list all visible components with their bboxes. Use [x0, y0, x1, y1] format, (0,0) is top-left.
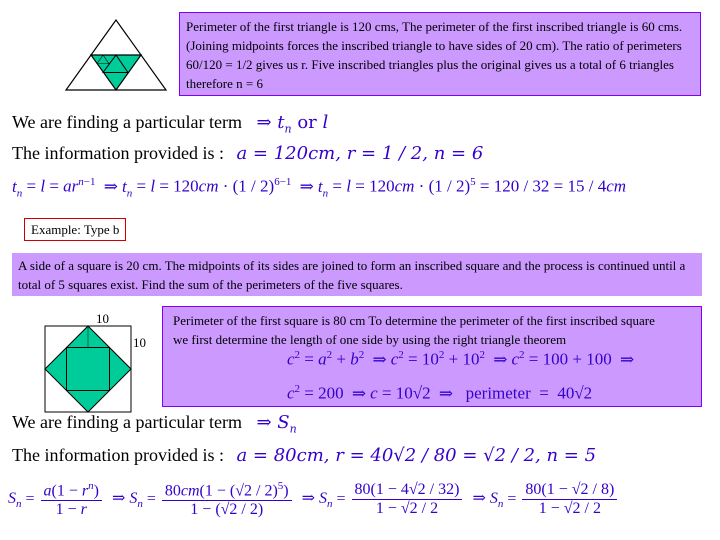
finding-term-text-2: We are finding a particular term [12, 412, 242, 432]
example-label-box [24, 218, 126, 241]
finding-term-line-2: We are finding a particular term ⇒ $S_n$ [12, 412, 297, 436]
info-provided-line-2: The information provided is : a = 80cm, r = 40√2 / 80 = √2 / 2, n = 5 [12, 445, 597, 466]
square-figure [44, 325, 132, 413]
square-eq-2: $c^2 = 200$ ⇒ c = 10√2 ⇒ perimeter = 40√2 [287, 383, 593, 403]
triangle-note-box [179, 12, 701, 96]
info-provided-text: The information provided is : [12, 143, 224, 163]
finding-term-line-1: We are finding a particular term ⇒ $t_n$ or l [12, 112, 329, 136]
info-provided-text-2: The information provided is : [12, 445, 224, 465]
square-label-top: 10 [96, 311, 109, 326]
square-problem-text: A side of a square is 20 cm. The midpoints of its sides are joined to form an inscribed square and the process is continued until a total of 5 squares exist. Find the sum of the perimeters of the five squares. [18, 258, 686, 292]
tn-formula: $t_n = l = ar^{n-1}$ ⇒ $t_n = l = 120cm \cdot (1 / 2)^{6-1}$ ⇒ $t_n = l = 120cm \cdot (1 / 2)^5 = 120 / 32 = 15 / 4cm$ [12, 176, 627, 200]
square-eq-1: $c^2 = a^2 + b^2$ ⇒ $c^2 = 10^2 + 10^2$ ⇒ $c^2 = 100 + 100$ ⇒ [287, 349, 635, 369]
square-note-box [162, 306, 702, 407]
triangle-note-text: Perimeter of the first triangle is 120 cms, The perimeter of the first inscribed triangle is 60 cms. (Joining midpoints forces the inscribed triangle to have sides of 20 cm). The ratio of perimeters 60/120 = 1/2 gives us r. Five inscribed triangles plus the original gives us a total of 6 triangles therefore n = 6 [186, 19, 683, 91]
sn-formula: $S_n$ = $\frac{a(1 - r^n)}{1 - r}$ ⇒ $S_n$ = $\frac{80cm(1 - (√2 / 2)^5)}{1 - (√2 / 2)}$ ⇒ $S_n$ = $\frac{80(1 - 4√2 / 32)}{1 - √2 / 2}$ ⇒ $S_n$ = $\frac{80(1 - √2 / 8)}{1 - √2 / 2}$ [8, 480, 619, 519]
square-note-text: Perimeter of the first square is 80 cm To determine the perimeter of the first inscribed square we first determine the length of one side by using the right triangle theorem [173, 313, 655, 347]
square-label-right: 10 [133, 335, 146, 350]
info-provided-line-1: The information provided is : a = 120cm, r = 1 / 2, n = 6 [12, 143, 484, 164]
finding-term-text: We are finding a particular term [12, 112, 242, 132]
square-problem-box [12, 253, 702, 296]
example-label: Example: Type b [31, 222, 120, 237]
triangle-figure [62, 18, 170, 92]
